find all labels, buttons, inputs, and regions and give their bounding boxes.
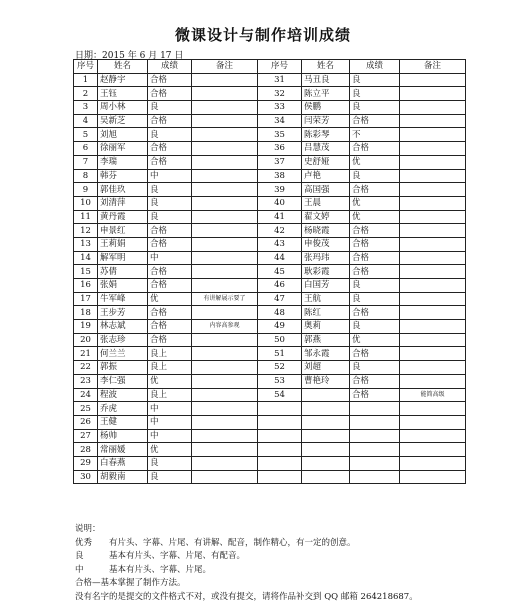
table-row: [74, 101, 466, 115]
row-number: 40: [258, 196, 302, 210]
grade-cell: 优: [148, 443, 192, 457]
grade-cell: 合格: [350, 237, 400, 251]
student-name: 刘清萍: [98, 196, 148, 210]
student-name: 吴新芝: [98, 114, 148, 128]
note-cell: [192, 169, 258, 183]
row-number: 39: [258, 183, 302, 197]
grade-cell: 良: [350, 320, 400, 334]
student-name: 李仁强: [98, 374, 148, 388]
note-cell: [192, 402, 258, 416]
grade-cell: [350, 415, 400, 429]
note-cell: [400, 73, 466, 87]
row-number: 3: [74, 101, 98, 115]
grade-cell: [350, 402, 400, 416]
student-name: 何兰兰: [98, 347, 148, 361]
grade-cell: 优: [148, 374, 192, 388]
grade-cell: 合格: [350, 374, 400, 388]
grade-cell: 良上: [148, 361, 192, 375]
note-cell: [400, 224, 466, 238]
grade-cell: 良: [148, 128, 192, 142]
row-number: 1: [74, 73, 98, 87]
row-number: 9: [74, 183, 98, 197]
header-grade: 成绩: [148, 60, 192, 74]
row-number: 15: [74, 265, 98, 279]
row-number: 33: [258, 101, 302, 115]
grade-cell: 中: [148, 251, 192, 265]
table-row: [74, 361, 466, 375]
grade-cell: 合格: [350, 306, 400, 320]
grade-cell: 合格: [350, 114, 400, 128]
note-cell: [400, 251, 466, 265]
note-cell: [400, 114, 466, 128]
grade-cell: 良上: [148, 347, 192, 361]
note-cell: [400, 470, 466, 484]
student-name: 史舒娅: [302, 155, 350, 169]
note-cell: [400, 347, 466, 361]
note-cell: [400, 210, 466, 224]
row-number: 50: [258, 333, 302, 347]
note-cell: [192, 237, 258, 251]
student-name: 程波: [98, 388, 148, 402]
row-number: 19: [74, 320, 98, 334]
row-number: 36: [258, 142, 302, 156]
note-cell: [192, 279, 258, 293]
student-name: 邹永霞: [302, 347, 350, 361]
row-number: 23: [74, 374, 98, 388]
row-number: 35: [258, 128, 302, 142]
grade-cell: 良: [148, 183, 192, 197]
student-name: 王健: [98, 415, 148, 429]
row-number: 27: [74, 429, 98, 443]
student-name: [302, 443, 350, 457]
table-row: [74, 155, 466, 169]
grade-cell: 合格: [350, 347, 400, 361]
table-row: [74, 265, 466, 279]
grade-cell: 合格: [148, 73, 192, 87]
table-row: [74, 73, 466, 87]
notes-footer: 没有名字的是提交的文件格式不对，或没有提交，请将作品补交到 QQ 邮箱 264218687。: [75, 591, 515, 604]
table-row: [74, 306, 466, 320]
header-row: [74, 60, 466, 74]
row-number: 21: [74, 347, 98, 361]
student-name: 刘旭: [98, 128, 148, 142]
header-name: 姓名: [302, 60, 350, 74]
level-text: 有片头、字幕、片尾、有讲解、配音，制作精心，有一定的创意。: [109, 538, 356, 548]
row-number: 25: [74, 402, 98, 416]
grade-cell: 良: [350, 361, 400, 375]
table-row: [74, 320, 466, 334]
row-number: 45: [258, 265, 302, 279]
student-name: [302, 415, 350, 429]
note-cell: [400, 292, 466, 306]
table-row: [74, 292, 466, 306]
grade-cell: 良: [350, 292, 400, 306]
grade-cell: 合格: [350, 224, 400, 238]
row-number: 26: [74, 415, 98, 429]
note-cell: [192, 183, 258, 197]
notes-line-good: [75, 550, 515, 564]
table-row: [74, 402, 466, 416]
note-cell: [400, 443, 466, 457]
grade-cell: 合格: [148, 87, 192, 101]
student-name: 黄丹霞: [98, 210, 148, 224]
row-number: 44: [258, 251, 302, 265]
student-name: 白国芳: [302, 279, 350, 293]
grade-cell: 良: [148, 470, 192, 484]
level-text: 基本有片头、字幕、片尾、有配音。: [109, 551, 245, 561]
row-number: 17: [74, 292, 98, 306]
note-cell: [400, 196, 466, 210]
header-note: 备注: [400, 60, 466, 74]
table-row: [74, 183, 466, 197]
student-name: 王钰: [98, 87, 148, 101]
row-number: 29: [74, 456, 98, 470]
row-number: 51: [258, 347, 302, 361]
student-name: 周小林: [98, 101, 148, 115]
student-name: 苏倩: [98, 265, 148, 279]
table-row: [74, 429, 466, 443]
header-grade: 成绩: [350, 60, 400, 74]
row-number: 5: [74, 128, 98, 142]
row-number: 22: [74, 361, 98, 375]
level-text: 基本有片头、字幕、片尾。: [109, 565, 211, 575]
student-name: 马丑良: [302, 73, 350, 87]
level-label: 良: [75, 550, 109, 564]
note-cell: [400, 279, 466, 293]
student-name: 解军明: [98, 251, 148, 265]
row-number: 53: [258, 374, 302, 388]
student-name: 常丽媛: [98, 443, 148, 457]
note-cell: [400, 265, 466, 279]
row-number: 54: [258, 388, 302, 402]
table-row: [74, 333, 466, 347]
student-name: 张志珍: [98, 333, 148, 347]
student-name: 韩芬: [98, 169, 148, 183]
table-row: [74, 169, 466, 183]
grade-cell: 优: [350, 155, 400, 169]
row-number: 47: [258, 292, 302, 306]
student-name: 申景红: [98, 224, 148, 238]
student-name: 乔虎: [98, 402, 148, 416]
grade-cell: 良: [350, 73, 400, 87]
student-name: 牛军峰: [98, 292, 148, 306]
grade-cell: 良: [148, 456, 192, 470]
grade-cell: 合格: [148, 279, 192, 293]
grade-cell: 良: [148, 101, 192, 115]
note-cell: [192, 101, 258, 115]
student-name: [302, 429, 350, 443]
grade-cell: [350, 443, 400, 457]
table-row: [74, 456, 466, 470]
grade-cell: [350, 429, 400, 443]
note-cell: [192, 306, 258, 320]
header-note: 备注: [192, 60, 258, 74]
row-number: 41: [258, 210, 302, 224]
table-row: [74, 196, 466, 210]
note-cell: [400, 183, 466, 197]
note-cell: [400, 320, 466, 334]
note-cell: [192, 388, 258, 402]
note-cell: [192, 251, 258, 265]
row-number: 2: [74, 87, 98, 101]
student-name: 杨帅: [98, 429, 148, 443]
row-number: 43: [258, 237, 302, 251]
student-name: 吕慧茂: [302, 142, 350, 156]
grade-cell: 合格: [148, 306, 192, 320]
student-name: 奥莉: [302, 320, 350, 334]
header-no: 序号: [74, 60, 98, 74]
student-name: 陈立平: [302, 87, 350, 101]
note-cell: 有讲解展示要了: [192, 292, 258, 306]
note-cell: [192, 87, 258, 101]
grade-cell: 合格: [148, 155, 192, 169]
grade-cell: 不: [350, 128, 400, 142]
note-cell: [400, 415, 466, 429]
row-number: [258, 402, 302, 416]
note-cell: [400, 237, 466, 251]
grade-cell: 良上: [148, 388, 192, 402]
row-number: 42: [258, 224, 302, 238]
notes-heading: 说明：: [75, 523, 515, 537]
row-number: 14: [74, 251, 98, 265]
row-number: 34: [258, 114, 302, 128]
student-name: 林志斌: [98, 320, 148, 334]
student-name: [302, 470, 350, 484]
grade-cell: 中: [148, 169, 192, 183]
note-cell: [192, 361, 258, 375]
row-number: 32: [258, 87, 302, 101]
grades-body: [74, 73, 466, 484]
row-number: 8: [74, 169, 98, 183]
student-name: 张娟: [98, 279, 148, 293]
row-number: 11: [74, 210, 98, 224]
note-cell: [192, 73, 258, 87]
row-number: 37: [258, 155, 302, 169]
note-cell: 能简高级: [400, 388, 466, 402]
row-number: 16: [74, 279, 98, 293]
student-name: 曹艳玲: [302, 374, 350, 388]
grade-cell: 优: [350, 333, 400, 347]
note-cell: [400, 361, 466, 375]
row-number: 12: [74, 224, 98, 238]
student-name: 闫荣芳: [302, 114, 350, 128]
notes-line-medium: [75, 564, 515, 578]
note-cell: [192, 265, 258, 279]
level-label: 中: [75, 564, 109, 578]
row-number: [258, 456, 302, 470]
grade-cell: 良: [148, 196, 192, 210]
student-name: 徐丽军: [98, 142, 148, 156]
grade-cell: 中: [148, 415, 192, 429]
header-no: 序号: [258, 60, 302, 74]
grade-cell: 合格: [148, 142, 192, 156]
grade-cell: 中: [148, 402, 192, 416]
table-row: [74, 279, 466, 293]
student-name: 王莉娟: [98, 237, 148, 251]
grade-cell: 合格: [148, 333, 192, 347]
grade-cell: 合格: [148, 320, 192, 334]
student-name: 王步芳: [98, 306, 148, 320]
row-number: 38: [258, 169, 302, 183]
grade-cell: 合格: [350, 183, 400, 197]
note-cell: [192, 196, 258, 210]
student-name: 张玛玮: [302, 251, 350, 265]
grade-cell: 合格: [148, 237, 192, 251]
row-number: [258, 415, 302, 429]
note-cell: [192, 470, 258, 484]
note-cell: [192, 347, 258, 361]
note-cell: [400, 429, 466, 443]
document-title: 微课设计与制作培训成绩: [0, 24, 526, 45]
note-cell: [400, 306, 466, 320]
note-cell: [192, 415, 258, 429]
grade-cell: 良: [350, 169, 400, 183]
note-cell: [192, 429, 258, 443]
notes-line-excellent: [75, 537, 515, 551]
row-number: [258, 429, 302, 443]
table-row: [74, 388, 466, 402]
note-cell: [400, 87, 466, 101]
note-cell: [192, 224, 258, 238]
table-row: [74, 114, 466, 128]
notes-section: [75, 523, 515, 604]
table-row: [74, 347, 466, 361]
row-number: 6: [74, 142, 98, 156]
row-number: 10: [74, 196, 98, 210]
grade-cell: 良: [148, 210, 192, 224]
note-cell: [192, 443, 258, 457]
note-cell: [400, 333, 466, 347]
note-cell: [400, 169, 466, 183]
row-number: [258, 470, 302, 484]
student-name: 翟文婷: [302, 210, 350, 224]
row-number: 24: [74, 388, 98, 402]
row-number: 7: [74, 155, 98, 169]
student-name: 郭佳玖: [98, 183, 148, 197]
note-cell: [192, 333, 258, 347]
grade-cell: 合格: [148, 114, 192, 128]
table-row: [74, 251, 466, 265]
table-row: [74, 443, 466, 457]
row-number: 28: [74, 443, 98, 457]
student-name: 王晨: [302, 196, 350, 210]
note-cell: [400, 128, 466, 142]
note-cell: [192, 374, 258, 388]
level-label: 优秀: [75, 537, 109, 551]
notes-pass: 合格—基本掌握了制作方法。: [75, 577, 515, 591]
note-cell: [400, 155, 466, 169]
grade-cell: 中: [148, 429, 192, 443]
grade-cell: 良: [350, 101, 400, 115]
grade-cell: 合格: [350, 265, 400, 279]
student-name: 陈红: [302, 306, 350, 320]
table-row: [74, 374, 466, 388]
grade-cell: 良: [350, 279, 400, 293]
note-cell: [192, 114, 258, 128]
grade-cell: 合格: [350, 251, 400, 265]
grade-cell: 优: [350, 196, 400, 210]
row-number: 30: [74, 470, 98, 484]
grade-cell: 良: [350, 87, 400, 101]
row-number: 48: [258, 306, 302, 320]
student-name: 卢艳: [302, 169, 350, 183]
student-name: 赵静宇: [98, 73, 148, 87]
table-row: [74, 224, 466, 238]
student-name: 高国强: [302, 183, 350, 197]
student-name: 郭燕: [302, 333, 350, 347]
row-number: 4: [74, 114, 98, 128]
note-cell: [192, 210, 258, 224]
grade-cell: 优: [148, 292, 192, 306]
note-cell: [192, 142, 258, 156]
student-name: 胡毅南: [98, 470, 148, 484]
table-row: [74, 470, 466, 484]
table-row: [74, 415, 466, 429]
note-cell: [400, 456, 466, 470]
row-number: 49: [258, 320, 302, 334]
row-number: 31: [258, 73, 302, 87]
note-cell: 内容高参观: [192, 320, 258, 334]
date-line: 日期：2015 年 6 月 17 日: [75, 48, 183, 61]
table-row: [74, 128, 466, 142]
header-name: 姓名: [98, 60, 148, 74]
note-cell: [192, 155, 258, 169]
row-number: 20: [74, 333, 98, 347]
table-row: [74, 237, 466, 251]
student-name: [302, 456, 350, 470]
grade-cell: [350, 470, 400, 484]
grade-cell: 合格: [148, 265, 192, 279]
grade-cell: 优: [350, 210, 400, 224]
note-cell: [192, 128, 258, 142]
note-cell: [400, 101, 466, 115]
row-number: 18: [74, 306, 98, 320]
row-number: 52: [258, 361, 302, 375]
student-name: 李瑞: [98, 155, 148, 169]
grade-cell: 合格: [350, 388, 400, 402]
grade-cell: [350, 456, 400, 470]
note-cell: [400, 374, 466, 388]
grades-table: [73, 59, 466, 484]
grade-cell: 合格: [350, 142, 400, 156]
student-name: 刘超: [302, 361, 350, 375]
grade-cell: 合格: [148, 224, 192, 238]
note-cell: [400, 142, 466, 156]
student-name: [302, 388, 350, 402]
student-name: 陈彩琴: [302, 128, 350, 142]
note-cell: [400, 402, 466, 416]
student-name: 郭振: [98, 361, 148, 375]
student-name: 申俊茂: [302, 237, 350, 251]
student-name: 耿彩霞: [302, 265, 350, 279]
table-row: [74, 210, 466, 224]
student-name: 侯鹏: [302, 101, 350, 115]
student-name: 王航: [302, 292, 350, 306]
student-name: 白春燕: [98, 456, 148, 470]
student-name: [302, 402, 350, 416]
row-number: [258, 443, 302, 457]
note-cell: [192, 456, 258, 470]
row-number: 46: [258, 279, 302, 293]
table-row: [74, 87, 466, 101]
student-name: 杨晓霞: [302, 224, 350, 238]
row-number: 13: [74, 237, 98, 251]
table-row: [74, 142, 466, 156]
